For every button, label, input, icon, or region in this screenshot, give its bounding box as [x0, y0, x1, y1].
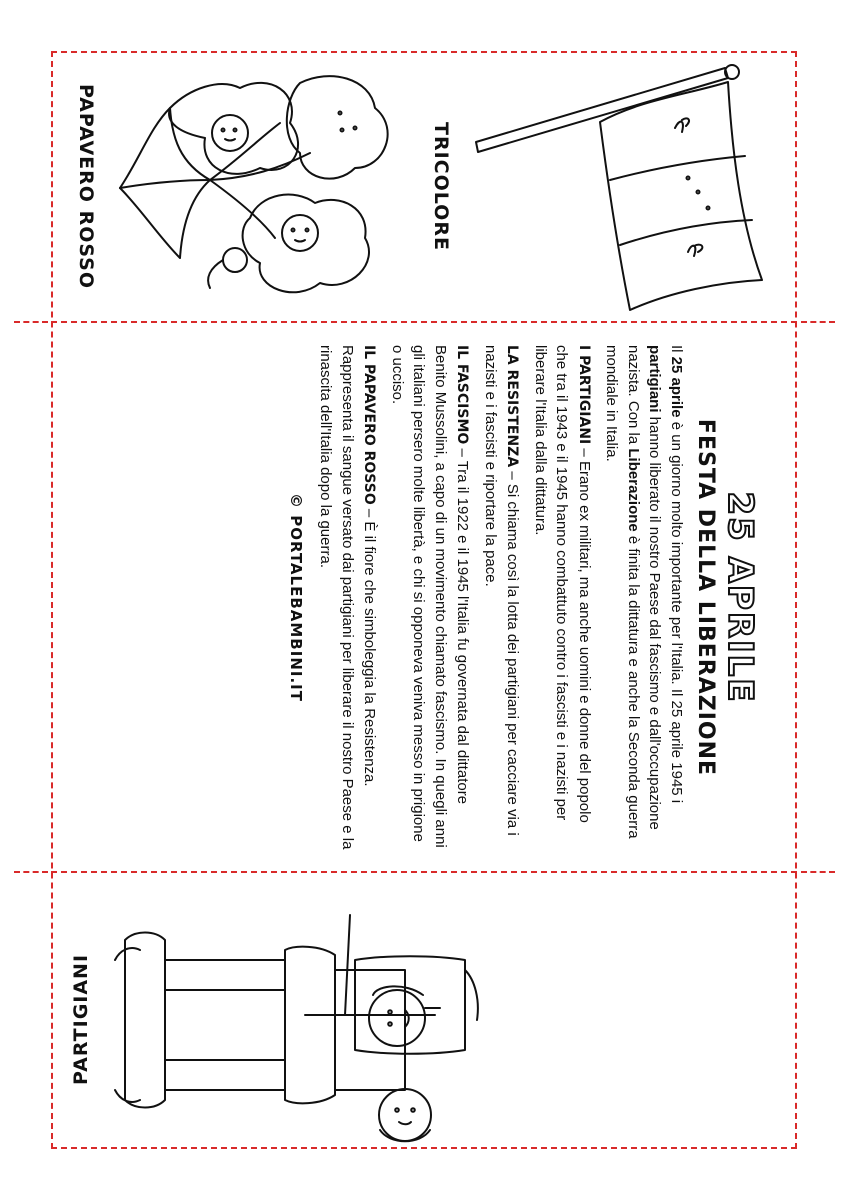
flag-illustration: [470, 60, 770, 300]
label-tricolore: TRICOLORE: [430, 122, 452, 251]
section-term: IL PAPAVERO ROSSO: [361, 345, 378, 505]
copyright: © PORTALEBAMBINI.IT: [287, 493, 305, 702]
intro-text: Il: [668, 345, 685, 357]
cut-line-top: [51, 321, 797, 323]
label-papavero-rosso: PAPAVERO ROSSO: [75, 84, 97, 290]
section-text: – Erano ex militari, ma anche uomini e donne del popolo che tra il 1943 e il 1945 hanno combattuto contro i fascisti e i nazisti per liberare l'Italia dalla dittatura.: [532, 345, 593, 823]
section-term: LA RESISTENZA: [504, 345, 521, 468]
intro-text: è un giorno molto importante per l'Italia. Il 25 aprile 1945 i: [668, 417, 685, 804]
body-text: [315, 345, 687, 850]
section-term: I PARTIGIANI: [576, 345, 592, 445]
intro-bold: Liberazione: [625, 448, 642, 532]
section-resistenza: [480, 345, 524, 850]
section-partigiani: [530, 345, 596, 850]
cut-tick: [14, 871, 48, 873]
cut-tick: [14, 321, 48, 323]
partisans-illustration: [105, 900, 485, 1150]
page-title: 25 APRILE: [720, 491, 760, 704]
poppy-illustration: [110, 68, 410, 308]
cut-line-bottom: [51, 871, 797, 873]
section-text: – È il fiore che simboleggia la Resistenza. Rappresenta il sangue versato dai partigiani per liberare il nostro Paese e la rinascita dell'Italia dopo la guerra.: [317, 345, 379, 850]
cut-tick: [801, 321, 835, 323]
cut-tick: [801, 871, 835, 873]
main-text-panel: [287, 345, 760, 850]
intro-text: hanno liberato il nostro Paese dal fascismo e dall'occupazione nazista. Con la: [625, 345, 664, 830]
intro-bold: partigiani: [646, 345, 664, 413]
label-partigiani: PARTIGIANI: [70, 953, 92, 1085]
section-papavero: [315, 345, 381, 850]
page-subtitle: FESTA DELLA LIBERAZIONE: [693, 418, 718, 777]
intro-bold: 25 aprile: [668, 356, 685, 418]
section-term: IL FASCISMO: [454, 345, 471, 445]
intro-paragraph: [601, 345, 687, 850]
intro-text: è finita la dittatura e anche la Seconda guerra mondiale in Italia.: [603, 345, 642, 839]
section-text: – Si chiama così la lotta dei partigiani per cacciare via i nazisti e i fascisti e riportare la pace.: [482, 345, 522, 836]
section-fascismo: [387, 345, 474, 850]
section-text: – Tra il 1922 e il 1945 l'Italia fu governata dal dittatore Benito Mussolini, a capo di un movimento chiamato fascismo. In quegli anni gli italiani persero molte libertà, e chi si opponeva veniva messo in prigione o ucciso.: [389, 345, 472, 848]
